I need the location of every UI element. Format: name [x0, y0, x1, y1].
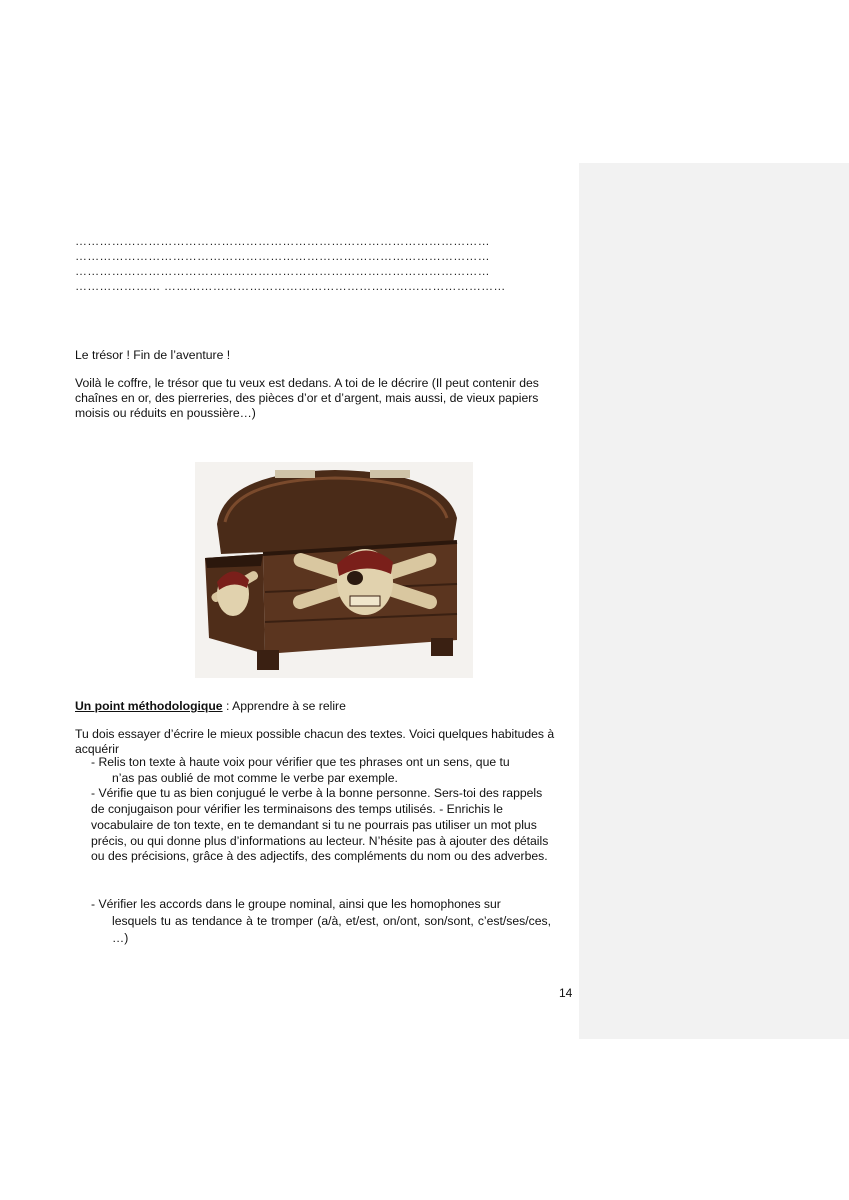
list-item-line: n’as pas oublié de mot comme le verbe par exemple.	[112, 770, 398, 785]
list-item	[91, 896, 551, 947]
dotted-line: …………………………………………………………………………………………	[75, 264, 490, 278]
tips-list	[91, 755, 553, 865]
methodology-label: Un point méthodologique	[75, 699, 223, 713]
list-item-line: - Relis ton texte à haute voix pour vérifier que tes phrases ont un sens, que tu	[91, 755, 510, 769]
methodology-heading	[75, 699, 555, 714]
list-item	[91, 755, 553, 786]
methodology-subtitle: : Apprendre à se relire	[222, 699, 346, 713]
dotted-line: …………………………………………………………………………………………	[75, 249, 490, 263]
list-item: - Vérifie que tu as bien conjugué le verbe à la bonne personne. Sers-toi des rappels de conjugaison pour vérifier les terminaisons des temps utilisés. - Enrichis le vocabulaire de ton texte, en te demandant si tu ne pourrais pas utiliser un mot plus précis, ou qui donne plus d’informations au lecteur. N’hésite pas à ajouter des détails ou des précisions, grâce à des adjectifs, des compléments du nom ou des adverbes.	[91, 786, 549, 864]
intro-paragraph: Voilà le coffre, le trésor que tu veux est dedans. A toi de le décrire (Il peut contenir des chaînes en or, des pierreries, des pièces d’or et d’argent, mais aussi, de vieux papiers moisis ou réduits en poussière…)	[75, 376, 539, 420]
comment-margin-pane	[579, 163, 849, 1039]
methodology-paragraph: Tu dois essayer d’écrire le mieux possible chacun des textes. Voici quelques habitudes à acquérir	[75, 727, 555, 756]
dotted-line: …………………………………………………………………………………………	[75, 234, 490, 248]
section-title: Le trésor ! Fin de l’aventure !	[75, 348, 231, 362]
dotted-line: ………………… …………………………………………………………………………	[75, 279, 506, 293]
writing-lines	[75, 234, 555, 294]
list-item-line: lesquels tu as tendance à te tromper (a/à, et/est, on/ont, son/sont, c’est/ses/ces, …)	[112, 914, 551, 945]
treasure-chest-image	[195, 462, 473, 678]
page-number: 14	[559, 986, 573, 1000]
list-item-line: - Vérifier les accords dans le groupe nominal, ainsi que les homophones sur	[91, 897, 501, 911]
